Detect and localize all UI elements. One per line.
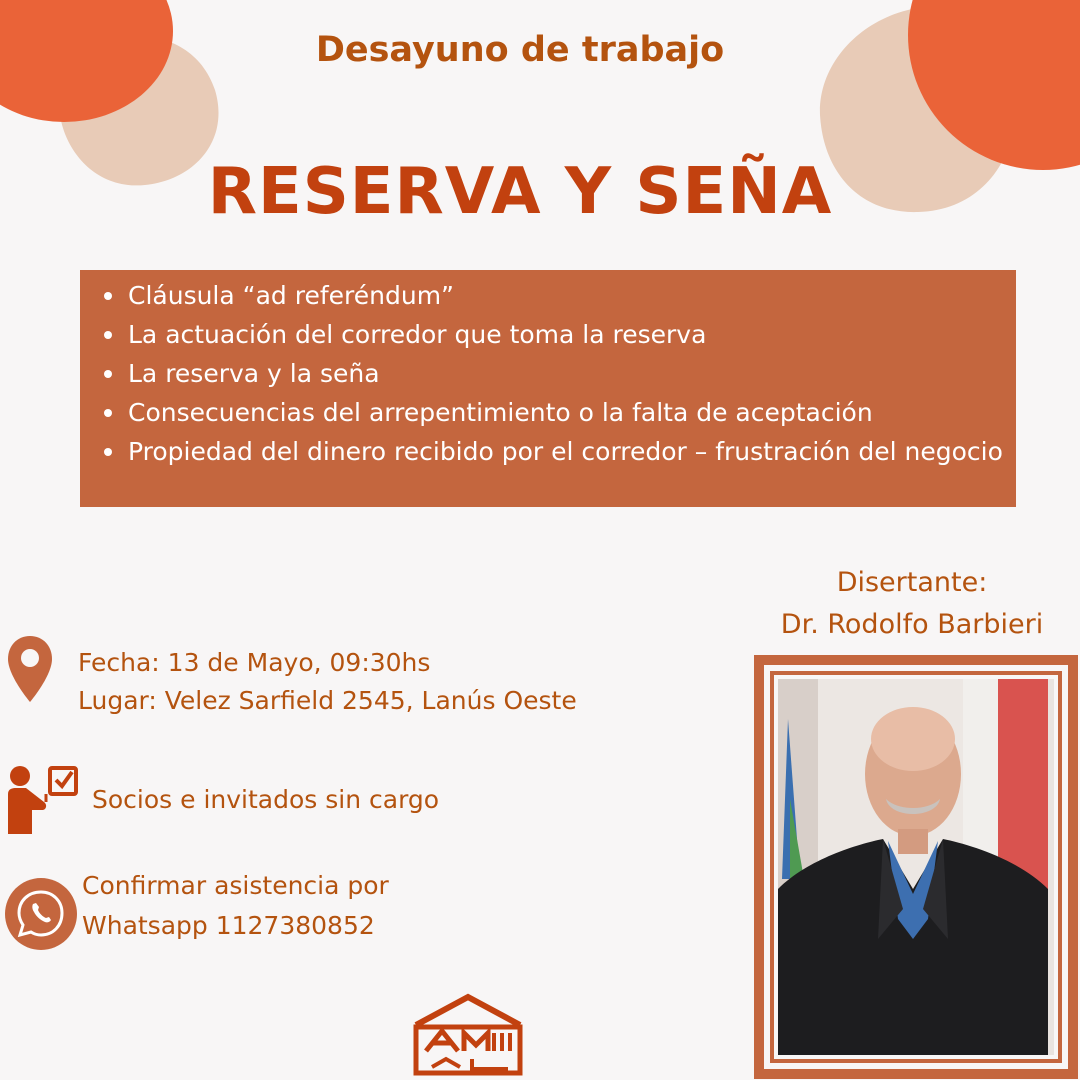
confirm-line-1: Confirmar asistencia por: [82, 871, 389, 900]
organization-logo: [412, 993, 524, 1077]
speaker-name: Dr. Rodolfo Barbieri: [780, 609, 1044, 640]
topic-item: Propiedad del dinero recibido por el corredor – frustración del negocio: [104, 432, 1006, 471]
event-subtitle: Desayuno de trabajo: [315, 30, 725, 70]
speaker-heading: [752, 562, 1072, 646]
speaker-photo-border: [770, 671, 1062, 1063]
topic-item: Cláusula “ad referéndum”: [104, 276, 1006, 315]
event-place: Lugar: Velez Sarfield 2545, Lanús Oeste: [78, 686, 577, 715]
speaker-photo-frame: [754, 655, 1078, 1079]
whatsapp-icon: [4, 876, 78, 952]
whatsapp-number[interactable]: Whatsapp 1127380852: [82, 911, 375, 940]
topics-box: [80, 270, 1016, 507]
speaker-portrait: [778, 679, 1048, 1055]
topic-item: La actuación del corredor que toma la reserva: [104, 315, 1006, 354]
topics-list: [80, 270, 1016, 471]
topic-item: La reserva y la seña: [104, 354, 1006, 393]
speaker-photo: [778, 679, 1054, 1055]
event-title: RESERVA Y SEÑA: [207, 155, 833, 229]
person-checklist-icon: [6, 764, 78, 836]
attendees-note: Socios e invitados sin cargo: [92, 785, 440, 814]
topic-item: Consecuencias del arrepentimiento o la falta de aceptación: [104, 393, 1006, 432]
location-pin-icon: [6, 634, 54, 704]
event-date: Fecha: 13 de Mayo, 09:30hs: [78, 648, 431, 677]
speaker-label: Disertante:: [836, 567, 988, 598]
